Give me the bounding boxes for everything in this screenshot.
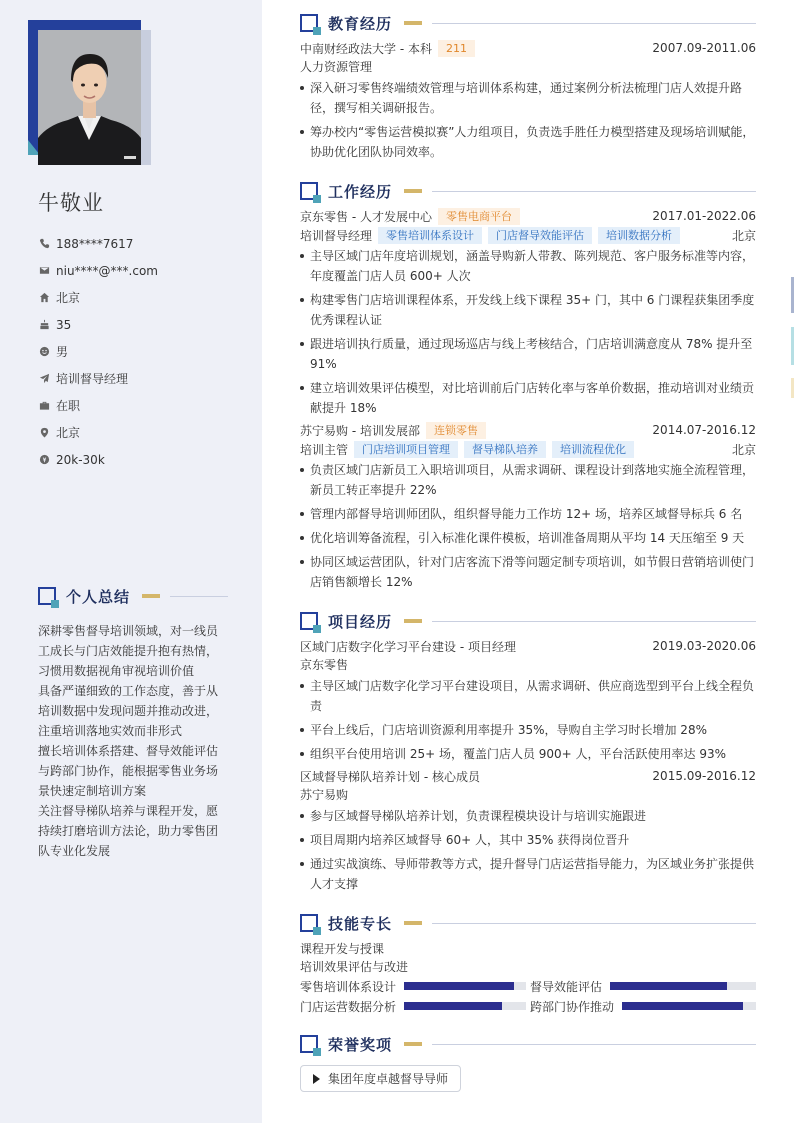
summary-paragraph: 关注督导梯队培养与课程开发，愿持续打磨培训方法论，助力零售团队专业化发展 xyxy=(38,804,219,858)
job-city: 北京 xyxy=(731,442,756,457)
briefcase-icon xyxy=(38,400,50,412)
projects-section xyxy=(300,610,756,894)
skill-track xyxy=(404,1002,526,1010)
list-item: 优化培训筹备流程，引入标准化课件模板，培训准备周期从平均 14 天压缩至 9 天 xyxy=(300,528,756,548)
job-date: 2017.01-2022.06 xyxy=(652,209,756,223)
section-square-icon xyxy=(38,587,56,605)
award-label: 集团年度卓越督导导师 xyxy=(328,1072,449,1086)
summary-paragraph: 深耕零售督导培训领域，对一线员工成长与门店效能提升抱有热情，习惯用数据视角审视培训价值 xyxy=(38,624,219,678)
work-section xyxy=(300,180,756,592)
section-heading xyxy=(38,585,228,607)
list-item: 构建零售门店培训课程体系，开发线上线下课程 35+ 门，其中 6 门课程获集团季度优秀课程认证 xyxy=(300,290,756,330)
skill-label: 督导效能评估 xyxy=(530,979,603,994)
mail-icon xyxy=(38,265,50,277)
gender-icon xyxy=(38,346,50,358)
section-title: 工作经历 xyxy=(328,182,393,201)
info-status xyxy=(38,392,158,419)
list-item: 主导区域门店数字化学习平台建设项目，从需求调研、供应商选型到平台上线全程负责 xyxy=(300,676,756,716)
section-title: 项目经历 xyxy=(328,612,393,631)
list-item: 平台上线后，门店培训资源利用率提升 35%，导购自主学习时长增加 28% xyxy=(300,720,756,740)
list-item: 协同区域运营团队，针对门店客流下滑等问题定制专项培训，如节假日营销培训使门店销售额增长 12% xyxy=(300,552,756,592)
job-entry xyxy=(300,206,756,418)
company-tag: 零售电商平台 xyxy=(438,208,520,225)
section-square-icon xyxy=(300,182,318,200)
project-bullets xyxy=(300,676,756,764)
send-icon xyxy=(38,373,50,385)
skill-text: 课程开发与授课 xyxy=(300,942,385,956)
education-bullets xyxy=(300,78,756,162)
info-home xyxy=(38,284,158,311)
job-entry xyxy=(300,420,756,592)
phone-icon xyxy=(38,238,50,250)
education-major: 人力资源管理 xyxy=(300,60,373,74)
section-divider xyxy=(432,191,756,192)
skill-bars xyxy=(300,977,756,1015)
project-entry xyxy=(300,636,756,764)
info-location xyxy=(38,419,158,446)
summary-paragraph: 擅长培训体系搭建、督导效能评估与跨部门协作，能根据零售业务场景快速定制培训方案 xyxy=(38,744,219,798)
info-age xyxy=(38,311,158,338)
school-name: 中南财经政法大学 - 本科 xyxy=(300,41,432,56)
section-title: 教育经历 xyxy=(328,14,393,33)
list-item: 负责区域门店新员工入职培训项目，从需求调研、课程设计到落地实施全流程管理，新员工转正率提升 22% xyxy=(300,460,756,500)
section-title: 技能专长 xyxy=(328,914,393,933)
skill-tag: 门店培训项目管理 xyxy=(354,441,458,458)
company-tag: 连锁零售 xyxy=(426,422,486,439)
job-bullets xyxy=(300,460,756,592)
job-company: 京东零售 - 人才发展中心 xyxy=(300,209,432,224)
education-entry-header xyxy=(300,38,756,58)
skill-tag: 零售培训体系设计 xyxy=(378,227,482,244)
education-date: 2007.09-2011.06 xyxy=(652,41,756,55)
birthday-cake-icon xyxy=(38,319,50,331)
section-heading xyxy=(300,610,756,632)
job-role: 培训主管 xyxy=(300,442,349,457)
list-item: 项目周期内培养区域督导 60+ 人，其中 35% 获得岗位晋升 xyxy=(300,830,756,850)
location-pin-icon xyxy=(38,427,50,439)
section-accent-bar xyxy=(404,1042,422,1046)
info-text: 188****7617 xyxy=(56,236,134,251)
project-name: 区域门店数字化学习平台建设 - 项目经理 xyxy=(300,639,516,654)
skill-bar-row xyxy=(530,977,756,995)
section-title: 个人总结 xyxy=(66,587,131,606)
skill-track xyxy=(622,1002,756,1010)
section-divider xyxy=(432,621,756,622)
section-accent-bar xyxy=(142,594,160,598)
award-item[interactable] xyxy=(300,1065,461,1092)
section-divider xyxy=(432,23,756,24)
info-text: 男 xyxy=(56,345,69,359)
summary-text xyxy=(38,621,228,861)
section-heading xyxy=(300,1033,756,1055)
skill-track xyxy=(404,982,526,990)
skill-text: 培训效果评估与改进 xyxy=(300,960,409,974)
section-divider xyxy=(170,596,228,597)
info-email xyxy=(38,257,158,284)
job-role-line xyxy=(300,226,756,244)
list-item: 建立培训效果评估模型，对比培训前后门店转化率与客单价数据，推动培训对业绩贡献提升 18% xyxy=(300,378,756,418)
skill-fill xyxy=(610,982,727,990)
info-gender xyxy=(38,338,158,365)
project-date: 2015.09-2016.12 xyxy=(652,769,756,783)
sidebar xyxy=(0,0,262,1123)
list-item: 跟进培训执行质量，通过现场巡店与线上考核结合，门店培训满意度从 78% 提升至 91% xyxy=(300,334,756,374)
info-salary xyxy=(38,446,158,473)
info-text: 20k-30k xyxy=(56,452,105,467)
project-org: 苏宁易购 xyxy=(300,788,349,802)
job-bullets xyxy=(300,246,756,418)
job-role-line xyxy=(300,440,756,458)
project-entry xyxy=(300,766,756,894)
education-section xyxy=(300,12,756,162)
skills-section xyxy=(300,912,756,1015)
skill-label: 跨部门协作推动 xyxy=(530,999,615,1014)
skill-label: 零售培训体系设计 xyxy=(300,979,397,994)
project-bullets xyxy=(300,806,756,894)
skill-bar-row xyxy=(530,997,756,1015)
list-item: 参与区域督导梯队培养计划，负责课程模块设计与培训实施跟进 xyxy=(300,806,756,826)
avatar-portrait xyxy=(38,30,141,165)
section-square-icon xyxy=(300,914,318,932)
job-role: 培训督导经理 xyxy=(300,228,373,243)
skill-fill xyxy=(404,982,514,990)
home-icon xyxy=(38,292,50,304)
project-header xyxy=(300,636,756,656)
section-divider xyxy=(432,923,756,924)
skill-tag: 培训流程优化 xyxy=(552,441,634,458)
list-item: 管理内部督导培训师团队，组织督导能力工作坊 12+ 场，培养区域督导标兵 6 名 xyxy=(300,504,756,524)
section-square-icon xyxy=(300,612,318,630)
info-position xyxy=(38,365,158,392)
info-text: 北京 xyxy=(56,291,81,305)
section-heading xyxy=(300,912,756,934)
skill-fill xyxy=(404,1002,502,1010)
summary-paragraph: 具备严谨细致的工作态度，善于从培训数据中发现问题并推动改进，注重培训落地实效而非形式 xyxy=(38,684,219,738)
section-accent-bar xyxy=(404,619,422,623)
skill-fill xyxy=(622,1002,743,1010)
job-header xyxy=(300,206,756,226)
skill-tag: 培训数据分析 xyxy=(598,227,680,244)
list-item: 筹办校内“零售运营模拟赛”人力组项目，负责选手胜任力模型搭建及现场培训赋能，协助优化团队协同效率。 xyxy=(300,122,756,162)
project-org: 京东零售 xyxy=(300,658,349,672)
skill-track xyxy=(610,982,756,990)
section-divider xyxy=(432,1044,756,1045)
info-text: 在职 xyxy=(56,399,81,413)
section-square-icon xyxy=(300,1035,318,1053)
skill-tag: 门店督导效能评估 xyxy=(488,227,592,244)
skill-label: 门店运营数据分析 xyxy=(300,999,397,1014)
list-item: 深入研习零售终端绩效管理与培训体系构建，通过案例分析法梳理门店人效提升路径，撰写相关调研报告。 xyxy=(300,78,756,118)
project-header xyxy=(300,766,756,786)
section-accent-bar xyxy=(404,21,422,25)
info-text: niu****@***.com xyxy=(56,263,158,278)
salary-icon xyxy=(38,454,50,466)
contact-info-list xyxy=(38,230,158,473)
list-item: 主导区域门店年度培训规划，涵盖导购新人带教、陈列规范、客户服务标准等内容，年度覆盖门店人员 600+ 人次 xyxy=(300,246,756,286)
skill-tag: 督导梯队培养 xyxy=(464,441,546,458)
info-phone xyxy=(38,230,158,257)
summary-section xyxy=(38,585,228,861)
section-title: 荣誉奖项 xyxy=(328,1035,393,1054)
info-text: 培训督导经理 xyxy=(56,372,129,386)
section-heading xyxy=(300,180,756,202)
section-accent-bar xyxy=(404,921,422,925)
play-triangle-icon xyxy=(313,1074,320,1084)
school-tag: 211 xyxy=(438,40,475,57)
project-date: 2019.03-2020.06 xyxy=(652,639,756,653)
section-square-icon xyxy=(300,14,318,32)
photo-frame-shadow xyxy=(140,30,151,165)
list-item: 通过实战演练、导师带教等方式，提升督导门店运营指导能力，为区域业务扩张提供人才支撑 xyxy=(300,854,756,894)
job-company: 苏宁易购 - 培训发展部 xyxy=(300,423,420,438)
main-content xyxy=(300,12,756,1110)
job-header xyxy=(300,420,756,440)
honors-section xyxy=(300,1033,756,1092)
skill-bar-row xyxy=(300,997,526,1015)
section-accent-bar xyxy=(404,189,422,193)
section-heading xyxy=(300,12,756,34)
job-city: 北京 xyxy=(731,228,756,243)
list-item: 组织平台使用培训 25+ 场，覆盖门店人员 900+ 人，平台活跃使用率达 93% xyxy=(300,744,756,764)
candidate-name: 牛敬业 xyxy=(38,191,104,215)
info-text: 北京 xyxy=(56,426,81,440)
avatar xyxy=(38,30,141,165)
info-text: 35 xyxy=(56,317,72,332)
project-name: 区域督导梯队培养计划 - 核心成员 xyxy=(300,769,480,784)
job-date: 2014.07-2016.12 xyxy=(652,423,756,437)
skill-bar-row xyxy=(300,977,526,995)
